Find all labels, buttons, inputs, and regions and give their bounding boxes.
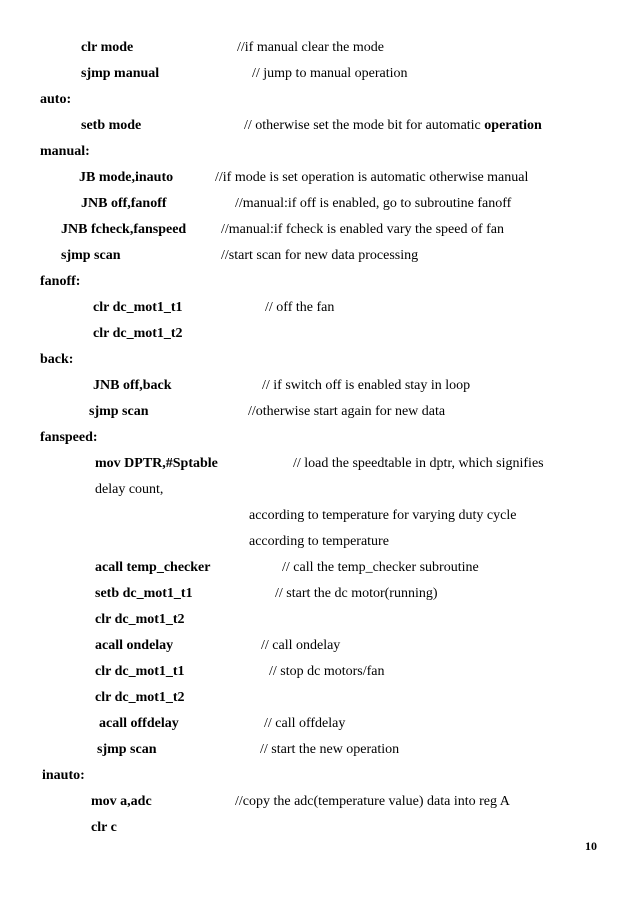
comment-bold-word: operation bbox=[484, 118, 542, 133]
code-comment-continuation: according to temperature for varying duty cycle bbox=[249, 508, 517, 523]
code-line: sjmp scan bbox=[61, 248, 121, 263]
code-comment: // stop dc motors/fan bbox=[269, 664, 385, 679]
code-line: JB mode,inauto bbox=[79, 170, 174, 185]
code-line: mov a,adc bbox=[91, 794, 152, 809]
code-label: fanspeed: bbox=[40, 430, 98, 445]
code-comment: //if mode is set operation is automatic otherwise manual bbox=[215, 170, 529, 185]
code-line: clr dc_mot1_t1 bbox=[95, 664, 185, 679]
comment-text: // otherwise set the mode bit for automatic bbox=[244, 118, 481, 133]
code-comment: // off the fan bbox=[265, 300, 335, 315]
code-line: clr dc_mot1_t2 bbox=[95, 612, 185, 627]
code-line: acall temp_checker bbox=[95, 560, 211, 575]
code-label: fanoff: bbox=[40, 274, 81, 289]
code-line: setb mode bbox=[81, 118, 142, 133]
code-line: clr dc_mot1_t2 bbox=[95, 690, 185, 705]
code-comment: // if switch off is enabled stay in loop bbox=[262, 378, 471, 393]
code-comment: //start scan for new data processing bbox=[221, 248, 419, 263]
code-comment: //copy the adc(temperature value) data into reg A bbox=[235, 794, 510, 809]
code-comment-continuation: according to temperature bbox=[249, 534, 389, 549]
code-comment: // call offdelay bbox=[264, 716, 346, 731]
code-line: JNB off,back bbox=[93, 378, 172, 393]
code-comment-continuation: delay count, bbox=[95, 482, 164, 497]
code-comment: //if manual clear the mode bbox=[237, 40, 384, 55]
code-comment: //otherwise start again for new data bbox=[248, 404, 446, 419]
code-comment: //manual:if fcheck is enabled vary the speed of fan bbox=[221, 222, 504, 237]
page-number: 10 bbox=[585, 839, 597, 853]
code-line: sjmp scan bbox=[97, 742, 157, 757]
code-line: sjmp manual bbox=[81, 66, 160, 81]
code-line: mov DPTR,#Sptable bbox=[95, 456, 218, 471]
code-line: clr mode bbox=[81, 40, 134, 55]
code-comment: // call ondelay bbox=[261, 638, 341, 653]
code-line: acall ondelay bbox=[95, 638, 174, 653]
code-comment: //manual:if off is enabled, go to subroutine fanoff bbox=[235, 196, 512, 211]
code-label: auto: bbox=[40, 92, 72, 107]
code-comment: // call the temp_checker subroutine bbox=[282, 560, 479, 575]
code-comment: // jump to manual operation bbox=[252, 66, 408, 81]
code-line: clr dc_mot1_t2 bbox=[93, 326, 183, 341]
code-line: setb dc_mot1_t1 bbox=[95, 586, 193, 601]
code-label: manual: bbox=[40, 144, 90, 159]
code-comment bbox=[244, 118, 542, 134]
code-comment: // start the new operation bbox=[260, 742, 400, 757]
code-line: JNB off,fanoff bbox=[81, 196, 167, 211]
code-comment: // load the speedtable in dptr, which signifies bbox=[293, 456, 544, 471]
code-line: clr dc_mot1_t1 bbox=[93, 300, 183, 315]
code-label: inauto: bbox=[42, 768, 85, 783]
code-line: JNB fcheck,fanspeed bbox=[61, 222, 187, 237]
code-comment: // start the dc motor(running) bbox=[275, 586, 438, 601]
code-line: clr c bbox=[91, 820, 117, 835]
code-line: sjmp scan bbox=[89, 404, 149, 419]
code-line: acall offdelay bbox=[99, 716, 179, 731]
code-label: back: bbox=[40, 352, 74, 367]
